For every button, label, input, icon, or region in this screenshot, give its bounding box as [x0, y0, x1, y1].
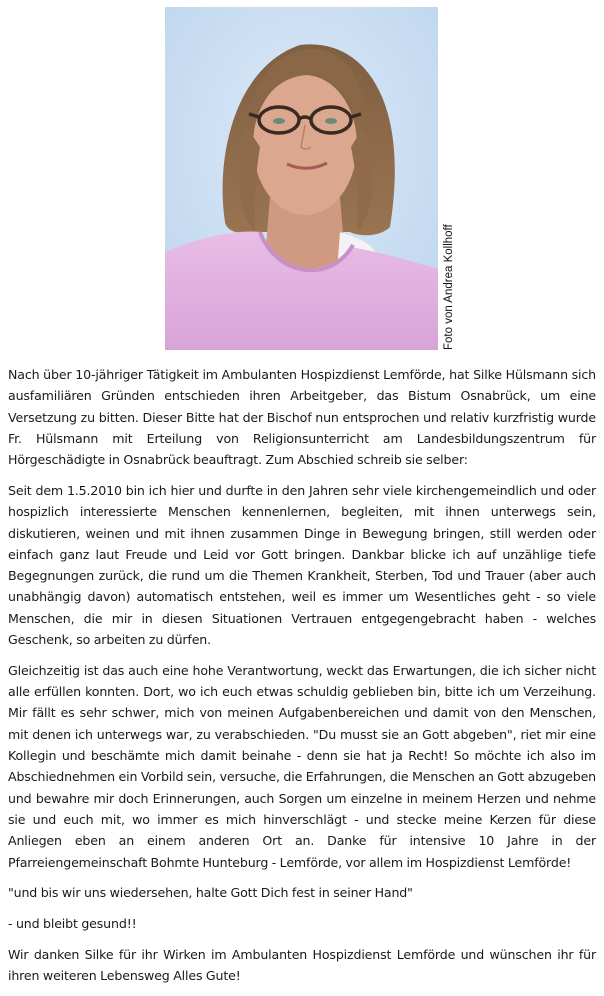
intro-paragraph: Nach über 10-jähriger Tätigkeit im Ambulanten Hospizdienst Lemförde, hat Silke Hülsmann sich ausfamiliären Gründen entschieden ihren Arbeitgeber, das Bistum Osnabrück, um eine Versetzung zu bitten. Dieser Bitte hat der Bischof nun entsprochen und relativ kurzfristig wurde Fr. Hülsmann mit Erteilung von Religionsunterricht am Landesbildungszentrum für Hörgeschädigte in Osnabrück beauftragt. Zum Abschied schreib sie selber:: [8, 367, 596, 468]
portrait-photo: [165, 7, 438, 350]
thanks-paragraph: Wir danken Silke für ihr Wirken im Ambulanten Hospizdienst Lemförde und wünschen ihr für ihren weiteren Lebensweg Alles Gute!: [8, 946, 596, 984]
article-body: [8, 364, 596, 996]
quote-line: "und bis wir uns wiedersehen, halte Gott Dich fest in seiner Hand": [8, 885, 413, 901]
stay-healthy-line: - und bleibt gesund!!: [8, 916, 137, 932]
photo-credit: Foto von Andrea Kollhoff: [443, 224, 455, 350]
eye-right: [325, 118, 337, 124]
farewell-paragraph-2: Gleichzeitig ist das auch eine hohe Verantwortung, weckt das Erwartungen, die ich sicher nicht alle erfüllen konnten. Dort, wo ich euch etwas schuldig geblieben bin, bitte ich um Verzeihung. Mir fällt es sehr schwer, mich von meinen Aufgabenbereichen und damit von den Menschen, mit denen ich unterwegs war, zu verabschieden. "Du musst sie an Gott abgeben", riet mir eine Kollegin und beschämte mich damit beinahe - denn sie hat ja Recht! So möchte ich also im Abschiednehmen ein Vorbild sein, versuche, die Erfahrungen, die Menschen an Gott abzugeben und bewahre mir doch Erinnerungen, auch Sorgen um einzelne in meinem Herzen und nehme sie und euch mit, wo immer es mich hinverschlägt - und stecke meine Kerzen für diese Anliegen eben an einem anderen Ort an. Danke für intensive 10 Jahre in der Pfarreiengemeinschaft Bohmte Hunteburg - Lemförde, vor allem im Hospizdienst Lemförde!: [8, 662, 596, 870]
face: [253, 75, 357, 215]
farewell-paragraph-1: Seit dem 1.5.2010 bin ich hier und durfte in den Jahren sehr viele kirchengemeindlich und oder hospizlich interessierte Menschen kennenlernen, begleiten, mit ihnen unterwegs sein, diskutieren, weinen und mit ihnen zusammen Dinge in Bewegung bringen, still werden oder einfach ganz laut Freude und Leid vor Gott bringen. Dankbar blicke ich auf unzählige tiefe Begegnungen zurück, die rund um die Themen Krankheit, Sterben, Tod und Trauer (aber auch unabhängig davon) automatisch entstehen, weil es immer um Wesentliches geht - so viele Menschen, die mir in diesen Situationen Vertrauen entgegengebracht haben - welches Geschenk, so arbeiten zu dürfen.: [8, 482, 596, 648]
eye-left: [273, 118, 285, 124]
portrait-illustration: [165, 7, 438, 350]
